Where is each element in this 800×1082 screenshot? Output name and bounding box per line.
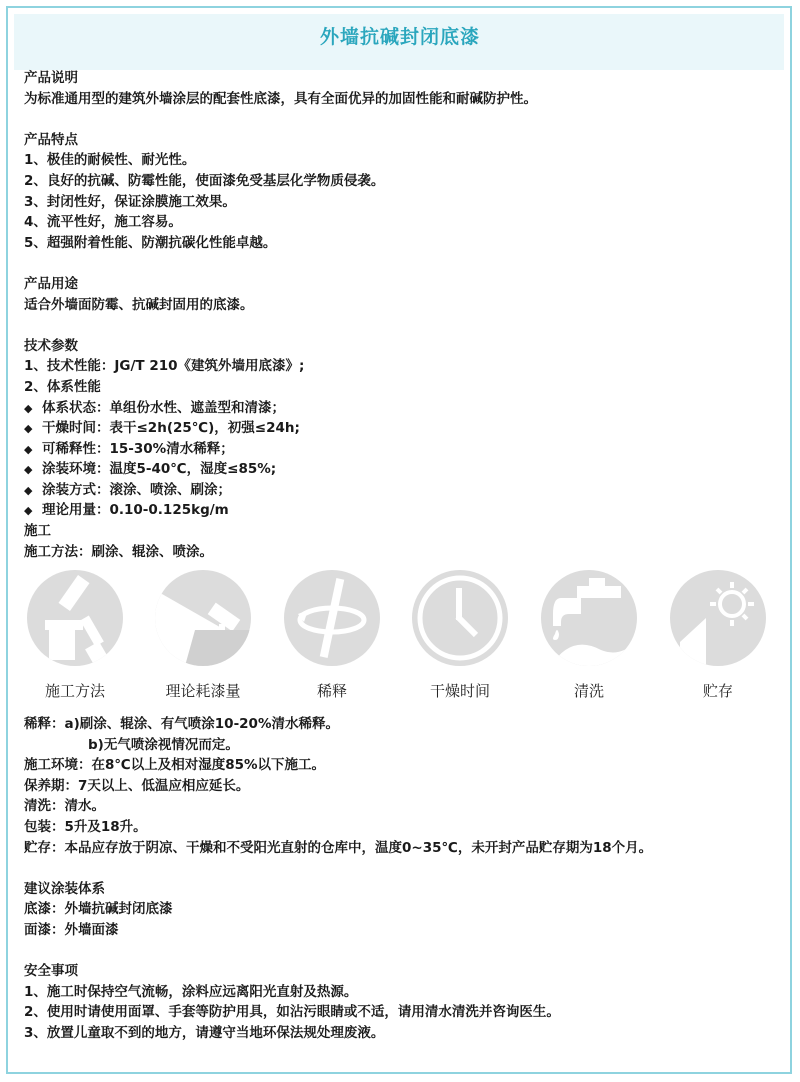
lower-content <box>24 714 784 1044</box>
icon-label: 施工方法 <box>44 683 105 700</box>
safety-item: 2、使用时请使用面罩、手套等防护用具，如沾污眼睛或不适，请用清水清洗并咨询医生。 <box>24 1004 560 1021</box>
tech-bullet: ◆ 干燥时间：表干≤2h(25℃)，初强≤24h; <box>24 418 784 439</box>
environment: 施工环境：在8℃以上及相对湿度85%以下施工。 <box>24 757 326 774</box>
dilute-a: 稀释：a)刷涂、辊涂、有气喷涂10-20%清水稀释。 <box>24 716 339 732</box>
faucet-icon <box>541 570 637 666</box>
icon-item-method <box>15 570 135 701</box>
icon-item-storage <box>658 570 778 701</box>
usage-text: 适合外墙面防霉、抗碱封固用的底漆。 <box>24 296 254 313</box>
storage: 贮存：本品应存放于阴凉、干燥和不受阳光直射的仓库中，温度0~35℃，未开封产品贮存期为18个月。 <box>24 839 653 856</box>
stir-rotate-icon <box>284 570 380 666</box>
construction-method: 施工方法：刷涂、辊涂、喷涂。 <box>24 543 213 560</box>
feature-item: 5、超强附着性能、防潮抗碳化性能卓越。 <box>24 234 277 251</box>
tech-bullet: ◆ 可稀释性：15-30%清水稀释； <box>24 439 784 460</box>
clock-icon <box>412 570 508 666</box>
icon-item-drying <box>400 570 520 701</box>
system-primer: 底漆：外墙抗碱封闭底漆 <box>24 901 173 918</box>
section-heading-features: 产品特点 <box>24 131 78 148</box>
icon-item-dilute <box>272 570 392 701</box>
tech-bullet: ◆ 涂装方式：滚涂、喷涂、刷涂； <box>24 480 784 501</box>
section-heading-safety: 安全事项 <box>24 963 78 980</box>
spray-brush-icon <box>27 570 123 666</box>
feature-item: 3、封闭性好，保证涂膜施工效果。 <box>24 193 236 210</box>
section-heading-description: 产品说明 <box>24 70 78 86</box>
packing: 包装：5升及18升。 <box>24 818 147 835</box>
feature-item: 1、极佳的耐候性、耐光性。 <box>24 152 196 169</box>
icon-label: 稀释 <box>316 683 347 700</box>
tech-bullet: ◆ 理论用量：0.10-0.125kg/m <box>24 500 784 521</box>
tech-bullet: ◆ 体系状态：单组份水性、遮盖型和清漆； <box>24 398 784 419</box>
icon-label: 贮存 <box>702 683 733 700</box>
safety-item: 3、放置儿童取不到的地方，请遵守当地环保法规处理废液。 <box>24 1024 385 1041</box>
tech-line-1: 1、技术性能：JG/T 210《建筑外墙用底漆》; <box>24 358 305 375</box>
system-topcoat: 面漆：外墙面漆 <box>24 921 119 938</box>
icon-label: 清洗 <box>573 683 604 700</box>
sun-house-icon <box>670 570 766 666</box>
icon-item-consumption <box>143 570 263 701</box>
icon-label: 干燥时间 <box>429 683 490 700</box>
section-heading-system: 建议涂装体系 <box>24 880 105 897</box>
section-heading-tech: 技术参数 <box>24 337 78 354</box>
safety-item: 1、施工时保持空气流畅，涂料应远离阳光直射及热源。 <box>24 983 358 1000</box>
icon-item-cleaning <box>529 570 649 701</box>
tech-line-2: 2、体系性能 <box>24 378 101 395</box>
dilute-b: b)无气喷涂视情况而定。 <box>88 736 239 753</box>
description-text: 为标准通用型的建筑外墙涂层的配套性底漆，具有全面优异的加固性能和耐碱防护性。 <box>24 90 537 107</box>
icon-label: 理论耗漆量 <box>165 683 241 700</box>
feature-item: 2、良好的抗碱、防霉性能，使面漆免受基层化学物质侵袭。 <box>24 172 385 189</box>
paint-roller-icon <box>155 570 251 666</box>
section-heading-usage: 产品用途 <box>24 275 78 292</box>
section-heading-construction: 施工 <box>24 523 51 540</box>
tech-bullet: ◆ 涂装环境：温度5-40℃，湿度≤85%; <box>24 459 784 480</box>
icon-row <box>0 570 800 710</box>
upper-content <box>24 68 784 562</box>
curing: 保养期：7天以上、低温应相应延长。 <box>24 777 250 794</box>
feature-item: 4、流平性好，施工容易。 <box>24 214 182 231</box>
cleaning: 清洗：清水。 <box>24 798 105 815</box>
page-title: 外墙抗碱封闭底漆 <box>319 26 480 48</box>
